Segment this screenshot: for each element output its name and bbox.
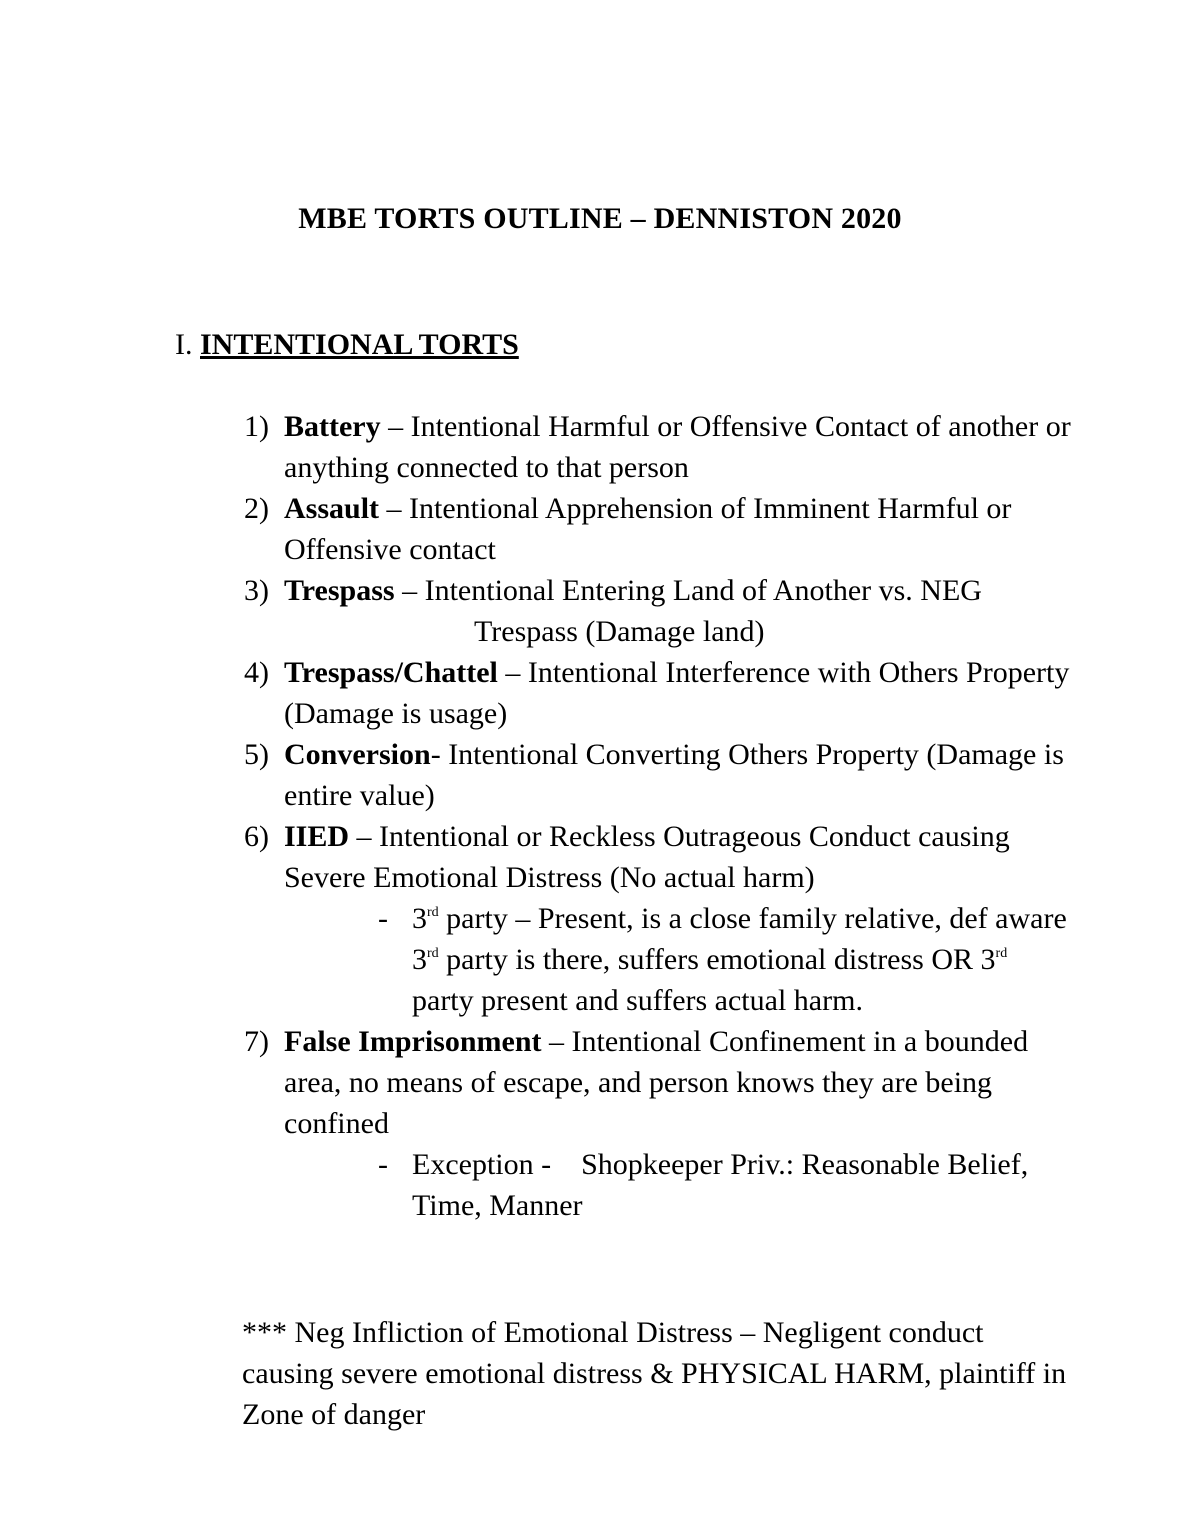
ordinal-suffix: rd	[995, 946, 1008, 961]
item-term: Assault	[284, 492, 380, 525]
item-separator: –	[380, 410, 411, 443]
item-separator: –	[379, 492, 410, 525]
item-number: 6)	[244, 820, 269, 853]
list-item	[244, 570, 1074, 652]
item-definition: Intentional or Reckless Outrageous Conduct causing Severe Emotional Distress (No actual harm)	[284, 820, 1010, 894]
sub-dash: -	[378, 1148, 388, 1181]
item-number: 1)	[244, 410, 269, 443]
item-number: 2)	[244, 492, 269, 525]
ordinal-suffix: rd	[427, 946, 439, 961]
ordinal-suffix: rd	[427, 905, 439, 920]
item-separator: –	[349, 820, 380, 853]
list-item	[244, 1021, 1074, 1226]
list-item	[244, 406, 1074, 488]
list-item	[244, 488, 1074, 570]
item-number: 5)	[244, 738, 269, 771]
section-number: I.	[175, 328, 193, 361]
sub-dash: -	[378, 902, 388, 935]
torts-list	[244, 406, 1074, 1226]
item-term: False Imprisonment	[284, 1025, 542, 1058]
item-definition: Intentional Apprehension of Imminent Harmful or Offensive contact	[284, 492, 1012, 566]
item-definition: Intentional Entering Land of Another vs. NEG	[424, 574, 982, 607]
section-heading	[175, 324, 519, 365]
item-separator: -	[430, 738, 449, 771]
item-term: Trespass	[284, 574, 395, 607]
sub-text: party – Present, is a close family relative, def aware 3	[412, 902, 1067, 976]
item-term: Trespass/Chattel	[284, 656, 498, 689]
item-definition: Intentional Converting Others Property (Damage is entire value)	[284, 738, 1064, 812]
item-note: Trespass (Damage land)	[474, 615, 765, 648]
list-item	[244, 816, 1074, 1021]
item-term: Conversion	[284, 738, 431, 771]
item-definition: Intentional Harmful or Offensive Contact of another or anything connected to that person	[284, 410, 1071, 484]
footnote: *** Neg Infliction of Emotional Distress – Negligent conduct causing severe emotional distress & PHYSICAL HARM, plaintiff in Zone of danger	[242, 1316, 1067, 1431]
sub-point	[378, 898, 1074, 1021]
item-separator: –	[541, 1025, 572, 1058]
sub-point	[378, 1144, 1074, 1226]
item-number: 3)	[244, 574, 269, 607]
item-term: IIED	[284, 820, 350, 853]
item-term: Battery	[284, 410, 381, 443]
item-definition: Intentional Confinement in a bounded area, no means of escape, and person knows they are being confined	[284, 1025, 1029, 1140]
sub-text: 3	[412, 902, 427, 935]
sub-text: party is there, suffers emotional distress OR 3	[438, 943, 996, 976]
document-title: MBE TORTS OUTLINE – DENNISTON 2020	[298, 202, 902, 235]
item-separator: –	[394, 574, 425, 607]
section-heading-label: INTENTIONAL TORTS	[200, 328, 519, 361]
item-number: 4)	[244, 656, 269, 689]
item-definition: Intentional Interference with Others Property (Damage is usage)	[284, 656, 1070, 730]
list-item	[244, 734, 1074, 816]
sub-text: party present and suffers actual harm.	[412, 984, 863, 1017]
sub-text: Exception - Shopkeeper Priv.: Reasonable Belief, Time, Manner	[412, 1148, 1036, 1222]
item-number: 7)	[244, 1025, 269, 1058]
item-separator: –	[497, 656, 528, 689]
list-item	[244, 652, 1074, 734]
